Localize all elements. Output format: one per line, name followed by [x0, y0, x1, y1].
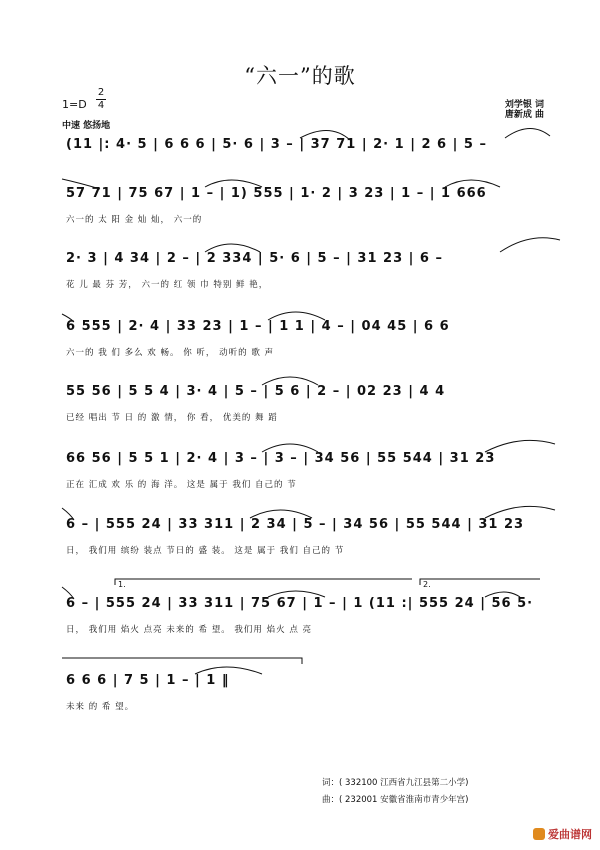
notes-line: 6 – | 555 24 | 33 311 | 2 34 | 5 – | 34 56 | 55 544 | 31 23: [66, 517, 525, 532]
slur-marks: [0, 381, 600, 441]
watermark-text: 爱曲谱网: [548, 828, 592, 841]
lyrics-line: 正在 汇成 欢 乐 的 海 洋。 这是 属于 我们 自己的 节: [66, 480, 297, 490]
slur-marks: [0, 448, 600, 508]
notes-line: 6 555 | 2· 4 | 33 23 | 1 – | 1 1 | 4 – | 04 45 | 6 6: [66, 319, 450, 334]
music-system-9: [0, 670, 600, 730]
notes-line: (11 |: 4· 5 | 6 6 6 | 5· 6 | 3 – | 37 71 | 2· 1 | 2 6 | 5 –: [66, 137, 487, 152]
time-signature-top: 2: [97, 87, 105, 98]
lyrics-line: 六一的 我 们 多么 欢 畅。 你 听， 动听的 歌 声: [66, 348, 275, 358]
key-signature: 1=D: [62, 98, 87, 111]
volta-brackets: [0, 593, 600, 653]
music-system-4: [0, 316, 600, 376]
music-system-2: [0, 183, 600, 243]
composer-address: 曲：( 232001 安徽省淮南市青少年宫): [322, 795, 469, 805]
site-logo-icon: [533, 828, 545, 840]
composer-credit: 唐新成 曲: [504, 110, 544, 120]
slur-marks: [0, 248, 600, 308]
notes-line: 55 56 | 5 5 4 | 3· 4 | 5 – | 5 6 | 2 – | 02 23 | 4 4: [66, 384, 446, 399]
lyricist-credit: 刘学银 词: [504, 100, 544, 110]
page-title: “六一”的歌: [244, 64, 356, 88]
notes-line: 2· 3 | 4 34 | 2 – | 2 334 | 5· 6 | 5 – | 31 23 | 6 –: [66, 251, 443, 266]
lyrics-line: 六一的 太 阳 金 灿 灿， 六一的: [66, 215, 203, 225]
volta-2-label: 2.: [423, 580, 431, 589]
music-system-6: [0, 448, 600, 508]
slur-marks: [0, 183, 600, 243]
notes-line: 6 – | 555 24 | 33 311 | 75 67 | 1 – | 1 (11 :| 555 24 | 56 5·: [66, 596, 534, 611]
lyrics-line: 花 儿 最 芬 芳， 六一的 红 领 巾 特别 鲜 艳，: [66, 280, 269, 290]
time-signature-bottom: 4: [97, 100, 105, 111]
music-system-8: [0, 580, 600, 653]
notes-line: 66 56 | 5 5 1 | 2· 4 | 3 – | 3 – | 34 56 | 55 544 | 31 23: [66, 451, 496, 466]
notes-line: 6 6 6 | 7 5 | 1 – | 1 ‖: [66, 673, 230, 688]
lyrics-line: 未来 的 希 望。: [66, 702, 135, 712]
slur-marks: [0, 514, 600, 574]
music-system-3: [0, 248, 600, 308]
music-system-7: [0, 514, 600, 574]
volta-1-label: 1.: [118, 580, 126, 589]
music-system-5: [0, 381, 600, 441]
slur-marks: [0, 316, 600, 376]
volta-brackets: [0, 670, 600, 730]
time-signature: [96, 88, 106, 111]
tempo-marking: 中速 悠扬地: [62, 121, 111, 131]
site-watermark: [533, 826, 592, 842]
lyrics-line: 已经 唱出 节 日 的 激 情， 你 看， 优美的 舞 蹈: [66, 413, 278, 423]
notes-line: 57 71 | 75 67 | 1 – | 1) 555 | 1· 2 | 3 23 | 1 – | 1 666: [66, 186, 487, 201]
lyricist-address: 词：( 332100 江西省九江县第二小学): [322, 778, 469, 788]
lyrics-line: 日， 我们用 焰火 点亮 未来的 希 望。 我们用 焰火 点 亮: [66, 625, 313, 635]
lyrics-line: 日， 我们用 缤纷 装点 节日的 盛 装。 这是 属于 我们 自己的 节: [66, 546, 345, 556]
